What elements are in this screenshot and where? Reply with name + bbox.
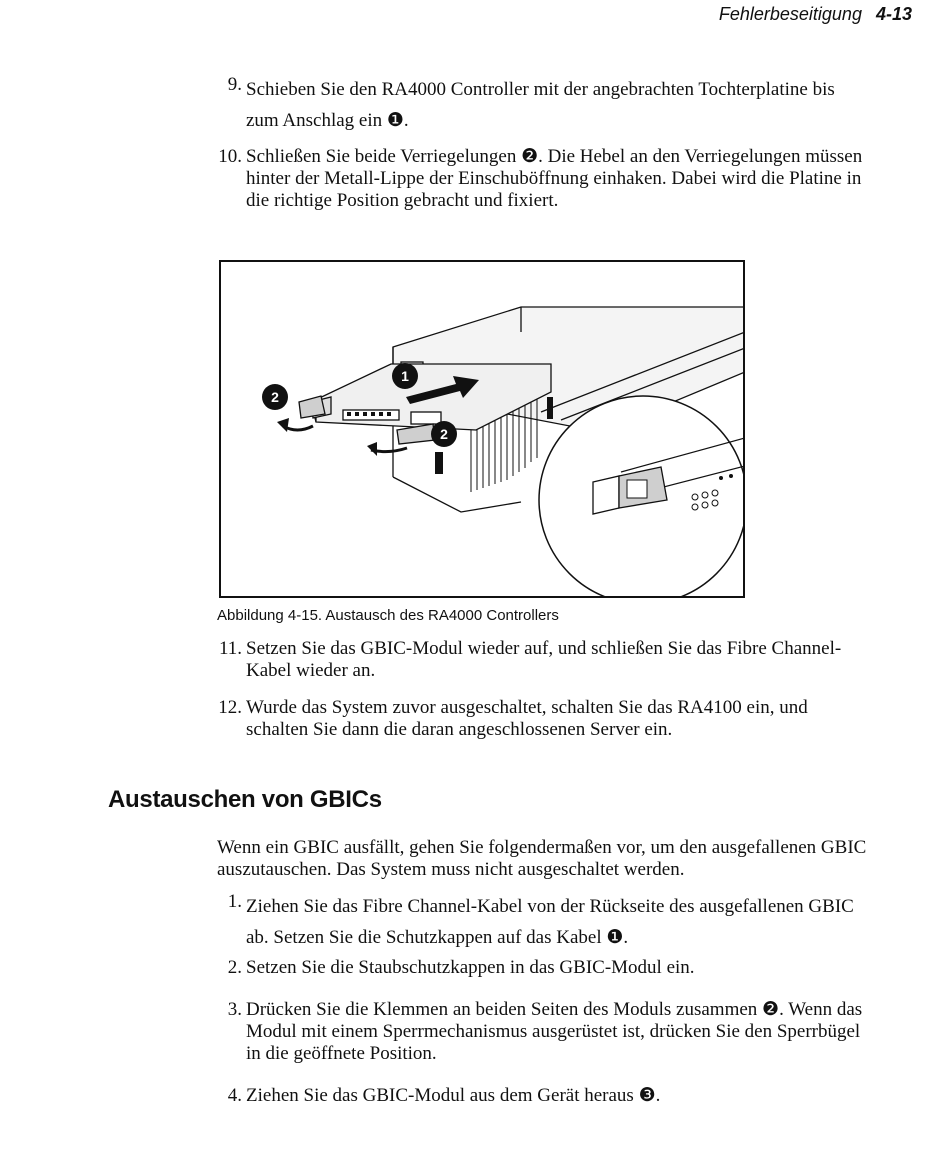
list-item bbox=[210, 638, 870, 682]
step-text: Ziehen Sie das GBIC-Modul aus dem Gerät heraus ❸. bbox=[246, 1085, 661, 1106]
callout-1 bbox=[392, 363, 418, 389]
list-item bbox=[210, 1085, 870, 1107]
step-text: Setzen Sie das GBIC-Modul wieder auf, und schließen Sie das Fibre Channel-Kabel wieder an. bbox=[246, 638, 842, 681]
step-text: Setzen Sie die Staubschutzkappen in das GBIC-Modul ein. bbox=[246, 957, 695, 978]
running-header bbox=[719, 4, 912, 25]
page-number: 4-13 bbox=[875, 4, 912, 24]
step-text: Ziehen Sie das Fibre Channel-Kabel von der Rückseite des ausgefallenen GBIC ab. Setzen Sie die Schutzkappen auf das Kabel ❶. bbox=[246, 896, 854, 948]
step-number: 1. bbox=[227, 891, 242, 912]
controller-illustration bbox=[221, 262, 743, 596]
list-item bbox=[210, 891, 870, 953]
step-text: Wurde das System zuvor ausgeschaltet, schalten Sie das RA4100 ein, und schalten Sie dann die daran angeschlossenen Server ein. bbox=[246, 697, 808, 740]
list-item bbox=[210, 697, 870, 741]
callout-label: 1 bbox=[401, 368, 409, 384]
list-item bbox=[210, 999, 870, 1065]
step-text: Schließen Sie beide Verriegelungen ❷. Die Hebel an den Verriegelungen müssen hinter der Metall-Lippe der Einschuböffnung einhaken. Dabei wird die Platine in die richtige Position gebracht und fixiert. bbox=[246, 146, 863, 211]
figure-controller-replacement bbox=[219, 260, 745, 598]
step-number: 10. bbox=[218, 146, 242, 167]
list-item bbox=[210, 74, 870, 136]
detail-zoom bbox=[539, 396, 743, 596]
step-number: 4. bbox=[227, 1085, 242, 1106]
section-heading: Austauschen von GBICs bbox=[108, 786, 382, 813]
list-item bbox=[210, 146, 870, 212]
chapter-title: Fehlerbeseitigung bbox=[718, 4, 862, 24]
step-number: 2. bbox=[227, 957, 242, 978]
callout-2-right bbox=[431, 421, 457, 447]
step-number: 9. bbox=[227, 74, 242, 95]
step-number: 12. bbox=[218, 697, 242, 718]
figure-caption: Abbildung 4-15. Austausch des RA4000 Controllers bbox=[217, 607, 559, 624]
callout-2-left bbox=[262, 384, 288, 410]
step-text: Drücken Sie die Klemmen an beiden Seiten des Moduls zusammen ❷. Wenn das Modul mit einem Sperrmechanismus ausgerüstet ist, drücken Sie den Sperrbügel in die geöffnete Position. bbox=[246, 999, 863, 1064]
section-intro: Wenn ein GBIC ausfällt, gehen Sie folgendermaßen vor, um den ausgefallenen GBIC auszutauschen. Das System muss nicht ausgeschaltet werden. bbox=[217, 837, 867, 880]
step-text: Schieben Sie den RA4000 Controller mit der angebrachten Tochterplatine bis zum Anschlag ein ❶. bbox=[246, 79, 835, 131]
callout-label: 2 bbox=[440, 426, 448, 442]
list-item bbox=[210, 957, 870, 979]
step-number: 11. bbox=[218, 638, 242, 659]
callout-label: 2 bbox=[271, 389, 279, 405]
step-number: 3. bbox=[227, 999, 242, 1020]
